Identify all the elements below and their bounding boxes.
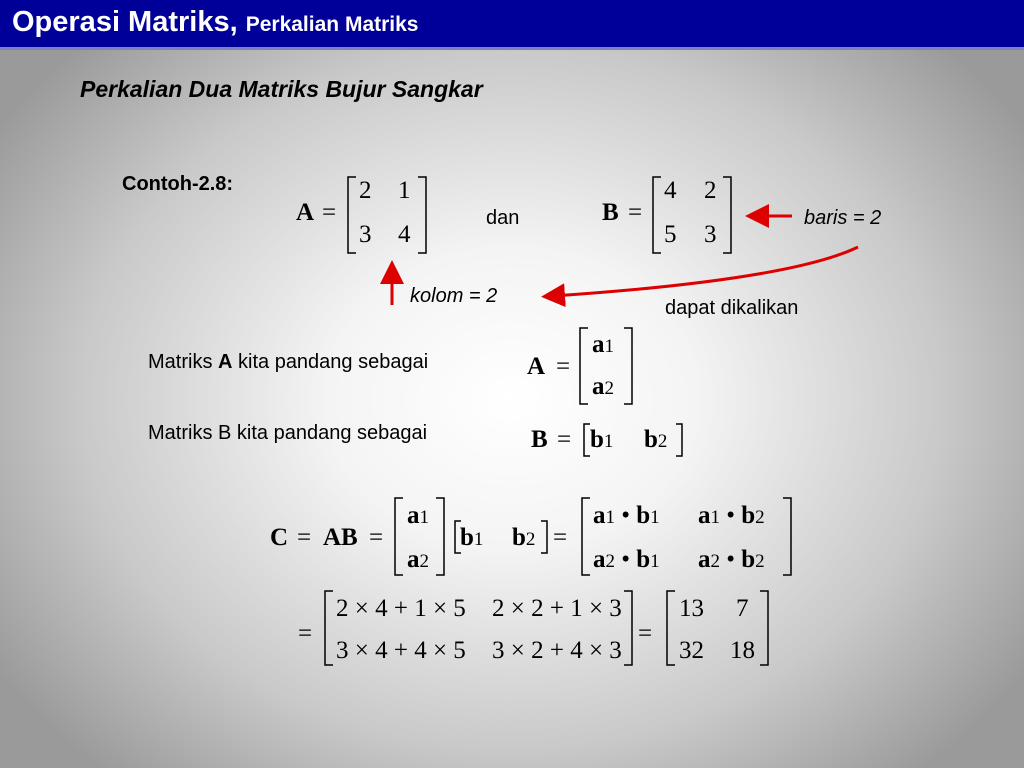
expanded-cell: 2 × 4 + 1 × 5 <box>336 595 466 622</box>
dot-operator: • <box>621 546 631 573</box>
matrix-a-cell: 1 <box>398 177 411 204</box>
result-cell: 18 <box>730 637 755 664</box>
vector-b-symbol: b <box>644 426 658 453</box>
dapat-dikalikan-annotation: dapat dikalikan <box>665 297 799 319</box>
vector-a-symbol: a <box>593 546 606 573</box>
result-cell: 7 <box>736 595 749 622</box>
vector-b-symbol: b <box>460 524 474 551</box>
bracket-left <box>580 328 588 404</box>
vector-a-symbol: a <box>407 546 420 573</box>
product-eq3: = <box>553 524 568 551</box>
subscript: 1 <box>650 507 660 528</box>
dot-operator: • <box>726 546 736 573</box>
matrix-b-cell: 4 <box>664 177 677 204</box>
view-b-text: Matriks B kita pandang sebagai <box>148 422 428 444</box>
subscript: 1 <box>605 507 615 528</box>
dot-operator: • <box>726 502 736 529</box>
subscript: 2 <box>604 378 614 399</box>
vector-a-symbol: a <box>698 546 711 573</box>
matrix-b-cell: 5 <box>664 221 677 248</box>
result-cell: 32 <box>679 637 704 664</box>
bracket-right <box>783 498 791 575</box>
subscript: 2 <box>755 551 765 572</box>
conjunction-text: dan <box>486 207 520 229</box>
subscript: 1 <box>650 551 660 572</box>
vector-b-symbol: b <box>741 502 756 529</box>
example-label: Contoh-2.8: <box>122 173 234 195</box>
subscript: 2 <box>605 551 615 572</box>
expanded-cell: 2 × 2 + 1 × 3 <box>492 595 622 622</box>
vector-b-symbol: b <box>590 426 604 453</box>
vector-a-symbol: a <box>592 331 605 358</box>
product-mid: AB <box>323 524 358 551</box>
subscript: 2 <box>525 529 536 550</box>
bracket-right <box>541 521 547 553</box>
view-a-bold: A <box>218 351 233 373</box>
product-lhs: C <box>270 524 289 551</box>
vector-b-symbol: b <box>636 546 651 573</box>
product-eq2: = <box>369 524 384 551</box>
bracket-left <box>584 424 590 456</box>
bracket-left <box>667 591 675 665</box>
subscript: 1 <box>604 336 614 357</box>
subscript: 2 <box>755 507 765 528</box>
baris-annotation: baris = 2 <box>804 207 882 229</box>
view-a-post: kita pandang sebagai <box>232 351 429 373</box>
vector-b-symbol: b <box>636 502 651 529</box>
bracket-right <box>436 498 444 575</box>
title-main-text: Operasi Matriks, <box>12 6 238 38</box>
section-subtitle: Perkalian Dua Matriks Bujur Sangkar <box>80 76 483 102</box>
bracket-right <box>676 424 682 456</box>
vector-a-symbol: a <box>407 502 420 529</box>
bracket-right <box>624 328 632 404</box>
subscript: 2 <box>710 551 720 572</box>
matrix-a-cell: 2 <box>359 177 372 204</box>
bracket-left <box>455 521 461 553</box>
product-eq1: = <box>297 524 312 551</box>
bracket-left <box>348 177 356 253</box>
matrix-a-name: A <box>296 199 315 226</box>
bracket-right <box>418 177 426 253</box>
vector-a-symbol: a <box>698 502 711 529</box>
vector-a-symbol: a <box>593 502 606 529</box>
expanded-cell: 3 × 4 + 4 × 5 <box>336 637 466 664</box>
product-eq5: = <box>638 620 653 647</box>
subscript: 1 <box>419 507 429 528</box>
title-sub-text: Perkalian Matriks <box>245 13 419 36</box>
matrix-b-eq: = <box>628 199 643 226</box>
vector-a-symbol: a <box>592 373 605 400</box>
bracket-left <box>325 591 333 665</box>
subscript: 1 <box>710 507 720 528</box>
view-a-pre: Matriks <box>148 351 218 373</box>
bracket-right <box>624 591 632 665</box>
matrix-b-cell: 2 <box>704 177 717 204</box>
curved-arrow <box>553 247 858 296</box>
matrix-b-cell: 3 <box>704 221 717 248</box>
bracket-left <box>395 498 403 575</box>
kolom-annotation: kolom = 2 <box>410 285 498 307</box>
subscript: 2 <box>419 551 429 572</box>
subscript: 1 <box>473 529 484 550</box>
product-eq4: = <box>298 620 313 647</box>
subscript: 1 <box>603 431 614 452</box>
matrix-b-name: B <box>602 199 619 226</box>
subscript: 2 <box>657 431 668 452</box>
view-b-name: B <box>531 426 548 453</box>
result-cell: 13 <box>679 595 704 622</box>
matrix-a-cell: 4 <box>398 221 411 248</box>
dot-operator: • <box>621 502 631 529</box>
matrix-a-eq: = <box>322 199 337 226</box>
vector-b-symbol: b <box>741 546 756 573</box>
view-a-name: A <box>527 353 546 380</box>
bracket-left <box>653 177 661 253</box>
bracket-right <box>760 591 768 665</box>
bracket-right <box>723 177 731 253</box>
view-a-eq: = <box>556 353 571 380</box>
matrix-a-cell: 3 <box>359 221 372 248</box>
bracket-left <box>582 498 590 575</box>
vector-b-symbol: b <box>512 524 526 551</box>
expanded-cell: 3 × 2 + 4 × 3 <box>492 637 622 664</box>
view-b-eq: = <box>557 426 572 453</box>
